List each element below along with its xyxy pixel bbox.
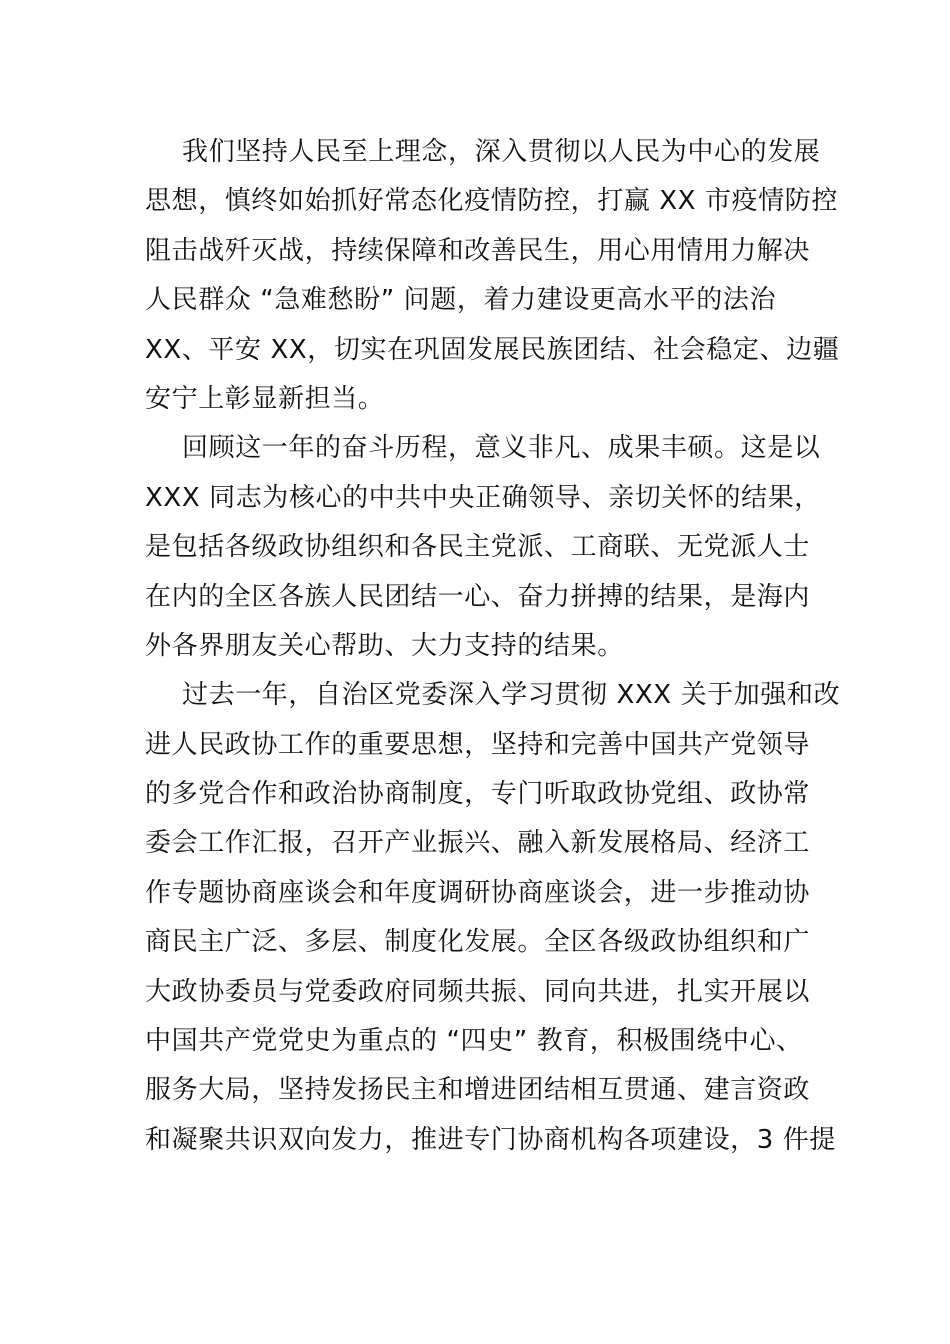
paragraph-line: 中国共产党党史为重点的 “四史” 教育，积极围绕中心、 [145,1026,803,1057]
paragraph-line: 委会工作汇报，召开产业振兴、融入新发展格局、经济工 [145,828,811,859]
paragraph-line: 服务大局，坚持发扬民主和增进团结相互贯通、建言资政 [145,1075,811,1106]
paragraph-line: XXX 同志为核心的中共中央正确领导、亲切关怀的结果， [145,482,821,513]
paragraph-line: 外各界朋友关心帮助、大力支持的结果。 [145,630,624,661]
paragraph-line: 人民群众 “急难愁盼” 问题，着力建设更高水平的法治 [145,285,777,316]
paragraph-line: 是包括各级政协组织和各民主党派、工商联、无党派人士 [145,532,811,563]
paragraph-line: 思想，慎终如始抓好常态化疫情防控，打赢 XX 市疫情防控 [145,186,838,217]
paragraph-1 [145,128,840,424]
paragraph-line: 回顾这一年的奋斗历程，意义非凡、成果丰硕。这是以 [182,433,821,464]
paragraph-line: 作专题协商座谈会和年度调研协商座谈会，进一步推动协 [145,877,811,908]
paragraph-2 [145,424,821,671]
paragraph-line: 在内的全区各族人民团结一心、奋力拼搏的结果，是海内 [145,581,811,612]
paragraph-line: 商民主广泛、多层、制度化发展。全区各级政协组织和广 [145,927,811,958]
paragraph-line: 阻击战歼灭战，持续保障和改善民生，用心用情用力解决 [145,235,811,266]
paragraph-line: 和凝聚共识双向发力，推进专门协商机构各项建设，3 件提 [145,1124,837,1155]
paragraph-line: 大政协委员与党委政府同频共振、同向共进，扎实开展以 [145,976,811,1007]
body-text [145,128,841,1165]
paragraph-line: 进人民政协工作的重要思想，坚持和完善中国共产党领导 [145,729,811,760]
paragraph-line: 我们坚持人民至上理念，深入贯彻以人民为中心的发展 [182,137,821,167]
paragraph-line: 的多党合作和政治协商制度，专门听取政协党组、政协常 [145,779,811,810]
paragraph-line: 过去一年，自治区党委深入学习贯彻 XXX 关于加强和改 [182,680,841,711]
paragraph-line: 安宁上彰显新担当。 [145,383,385,414]
paragraph-line: XX、平安 XX，切实在巩固发展民族团结、社会稳定、边疆 [145,334,840,365]
paragraph-3 [145,671,841,1165]
